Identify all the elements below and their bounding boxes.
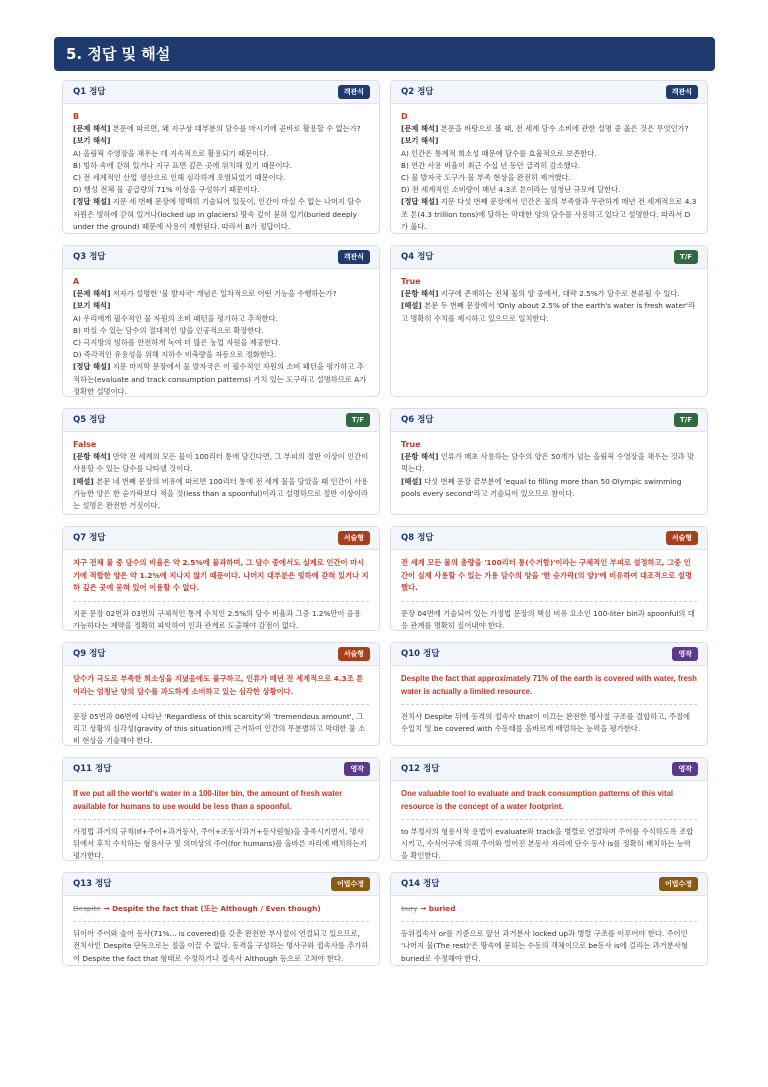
answer-card-q1 [62,80,380,234]
model-answer: 담수가 극도로 부족한 희소성을 지녔음에도 불구하고, 인류가 매년 전 세계적으로 4.3조 톤이라는 엄청난 양의 담수를 과도하게 소비하고 있는 심각한 상황이다. [73,674,364,696]
answer-label: True [401,277,421,286]
line-label: [문제 해석] [73,124,111,134]
answer-card-q9 [62,642,380,746]
text-line [401,123,697,135]
text-line [73,361,369,397]
text-line [401,476,697,500]
line-label: [정답 해설] [73,197,111,207]
divider [73,921,369,922]
explanation: 뒤이어 주어와 술어 동사(71%... is covered)를 갖춘 완전한 부사절이 연결되고 있으므로, 전치사인 Despite 단독으로는 절을 이끌 수 없다. 동격을 구성하는 명사구와 접속사를 추가하여 Despite the fact that 형태로 수정하거나 접속사 Although 등으로 고쳐야 한다. [73,929,369,963]
text-line: D) 즉각적인 유용성을 위해 지하수 비축량을 자동으로 정화한다. [73,350,277,360]
type-badge: 어법수정 [331,877,370,891]
answer-card-q3 [62,245,380,397]
text-line: B) 마실 수 있는 담수의 절대적인 양을 인공적으로 확장한다. [73,325,264,335]
line-text: 지문 세 번째 문장에 명백히 기술되어 있듯이, 인간이 마실 수 없는 나머지 담수 자원은 빙하에 갇혀 있거나(locked up in glaciers) 땅속 깊이 묻혀 있기(buried deeply under the ground) 때문에 사용이 제한된다. 따라서 B가 정답이다. [73,197,362,231]
card-header [63,758,379,781]
type-badge: 영작 [672,647,698,661]
type-badge: 영작 [672,762,698,776]
type-badge: 어법수정 [659,877,698,891]
card-title: Q12 정답 [401,764,440,774]
divider [73,704,369,705]
text-line [401,451,697,475]
text-line: A) 올림픽 수영장을 채우는 데 지속적으로 활용되기 때문이다. [73,148,269,158]
explanation: 문장 04번에 기술되어 있는 가정법 문장의 핵심 비유 요소인 100-liter bin과 spoonful의 대응 관계를 명확히 짚어내야 한다. [401,608,695,630]
card-title: Q1 정답 [73,87,106,97]
text-line: D) 전 세계적인 소비량이 매년 4.3조 톤이라는 엄청난 규모에 달한다. [401,185,621,195]
line-label: [해설] [401,476,422,486]
line-text: 다섯 번째 문장 끝부분에 'equal to filling more than 50 Olympic swimming pools every second'라고 기술되어 있으므로 참이다. [401,476,682,498]
answer-label: B [73,112,80,121]
card-title: Q9 정답 [73,649,106,659]
text-line [73,288,369,300]
text-line: C) 극지방의 빙하를 안전하게 녹여 더 많은 농업 자원을 제공한다. [73,338,281,348]
text-line [73,300,369,312]
text-line [73,476,369,513]
type-badge: T/F [346,413,370,427]
text-line: B) 빙하 속에 갇혀 있거나 지구 표면 깊은 곳에 위치해 있기 때문이다. [73,160,292,170]
card-title: Q4 정답 [401,252,434,262]
line-text: 지구에 존재하는 전체 물의 양 중에서, 대략 2.5%가 담수로 분류될 수 있다. [438,289,680,299]
card-header [391,873,707,896]
answer-card-q12 [390,757,708,861]
answer-card-q14 [390,872,708,966]
type-badge: 서술형 [666,531,698,545]
explanation: 등위접속사 or를 기준으로 앞선 과거분사 locked up과 병렬 구조를 이루어야 한다. 주어인 '나머지 물(The rest)'은 땅속에 묻히는 수동의 객체이므로 be동사 is에 걸리는 과거분사형 buried로 수정해야 한다. [401,929,688,963]
answer-label: D [401,112,408,121]
model-answer: Despite the fact that approximately 71% of the earth is covered with water, fresh water is actually a limited resource. [401,674,697,696]
line-text: 지문 다섯 번째 문장에서 인간은 물의 부족함과 무관하게 매년 전 세계적으로 4.3조 톤(4.3 trillion tons)에 달하는 막대한 양의 담수를 사용하고 있다고 설명한다. 따라서 D가 옳다. [401,197,697,231]
card-header [391,527,707,550]
text-line [73,135,369,147]
card-title: Q10 정답 [401,649,440,659]
answer-card-q8 [390,526,708,631]
card-header [391,246,707,269]
divider [401,819,697,820]
wrong-form: Despite [73,904,101,913]
text-line: C) 전 세계적인 산업 생산으로 인해 심각하게 오염되었기 때문이다. [73,173,286,183]
line-text: 저자가 설명한 '물 발자국' 개념은 일차적으로 어떤 기능을 수행하는가? [110,289,337,299]
card-title: Q14 정답 [401,879,440,889]
line-text: 본문 두 번째 문장에서 'Only about 2.5% of the earth's water is fresh water'라고 명확히 수치를 제시하고 있으므로 일치한다. [401,301,696,323]
line-label: [보기 해석] [73,301,111,311]
line-label: [해설] [401,301,422,311]
answer-card-q7 [62,526,380,631]
answer-card-q4 [390,245,708,397]
answer-card-q13 [62,872,380,966]
card-header [391,643,707,666]
text-line [401,135,697,147]
card-title: Q3 정답 [73,252,106,262]
line-label: [문항 해석] [73,452,111,462]
answer-card-q2 [390,80,708,234]
line-label: [문제 해석] [73,289,111,299]
answer-label: True [401,440,421,449]
type-badge: 서술형 [338,647,370,661]
type-badge: 영작 [344,762,370,776]
divider [401,601,697,602]
line-text: 지문 마지막 문장에서 물 발자국은 이 필수적인 자원의 소비 패턴을 평가하고 추적하는(evaluate and track consumption patterns) 가치 있는 도구라고 설명하므로 A가 정확한 설명이다. [73,362,367,396]
correct-form: Despite the fact that (또는 Although / Even though) [112,904,321,913]
card-title: Q13 정답 [73,879,112,889]
correct-form: buried [428,904,456,913]
text-line [401,288,697,300]
line-label: [정답 해설] [73,362,111,372]
line-label: [정답 해설] [401,197,439,207]
answer-label: False [73,440,97,449]
text-line: D) 행성 전체 물 공급량의 71% 이상을 구성하기 때문이다. [73,185,260,195]
type-badge: 서술형 [338,531,370,545]
answer-card-q11 [62,757,380,861]
text-line [73,123,369,135]
card-header [391,758,707,781]
answer-card-q10 [390,642,708,746]
page-title: 5. 정답 및 해설 [54,37,715,71]
card-header [63,527,379,550]
card-header [391,409,707,432]
card-header [63,409,379,432]
card-title: Q6 정답 [401,415,434,425]
text-line [401,300,697,324]
card-title: Q8 정답 [401,533,434,543]
answer-card-q5 [62,408,380,515]
text-line: B) 연간 사용 비율이 최근 수십 년 동안 급격히 감소했다. [401,160,581,170]
model-answer: One valuable tool to evaluate and track consumption patterns of this vital resource is the concept of a water footprint. [401,789,674,811]
card-title: Q2 정답 [401,87,434,97]
answer-card-q6 [390,408,708,515]
text-line [401,196,697,233]
line-label: [보기 해석] [73,136,111,146]
correction-line [401,903,697,919]
wrong-form: bury [401,904,418,913]
line-label: [문제 해석] [401,124,439,134]
line-label: [문항 해석] [401,452,439,462]
line-text: 본문 네 번째 문장의 비유에 따르면 100리터 통에 전 세계 물을 담았을 때 인간이 사용 가능한 양은 한 숟가락보다 적을 것(less than a spoonful)이라고 설명하므로 절반 이상이라는 설명은 완전한 거짓이다. [73,476,369,511]
line-text: 만약 전 세계의 모든 물이 100리터 통에 담긴다면, 그 부피의 절반 이상이 인간이 사용할 수 있는 담수를 나타낼 것이다. [73,452,369,474]
explanation: to 부정사의 형용사적 용법이 evaluate와 track을 병렬로 연결하며 주어를 수식하도록 조합시키고, 수식어구에 의해 주어와 멀어진 본동사 자리에 단수 동사 is를 정확히 배치하는 능력을 확인한다. [401,827,694,861]
explanation: 문장 05번과 06번에 나타난 'Regardless of this scarcity'와 'tremendous amount', 그리고 상황의 심각성(gravity of this situation)에 근거하여 인간의 무분별하고 막대한 물 소비 현상을 기술해야 한다. [73,712,366,746]
text-line [73,196,369,233]
text-line: A) 인간은 통계적 희소성 때문에 담수를 효율적으로 보존한다. [401,148,597,158]
model-answer: If we put all the world's water in a 100-liter bin, the amount of fresh water available for humans to use would be less than a spoonful. [73,789,343,811]
card-header [391,81,707,104]
divider [401,704,697,705]
type-badge: T/F [674,250,698,264]
explanation: 지문 문장 02번과 03번의 구체적인 통계 수치인 2.5%의 담수 비율과 그중 1.2%만이 음용 가능하다는 제약을 정확히 파악하여 인과 관계로 도출해야 감점이 없다. [73,608,361,630]
model-answer: 지구 전체 물 중 담수의 비율은 약 2.5%에 불과하며, 그 담수 중에서도 실제로 인간이 마시기에 적합한 양은 약 1.2%에 지나지 않기 때문이다. 나머지 대부분은 빙하에 갇혀 있거나 지하 깊은 곳에 묻혀 있어 이용할 수 없다. [73,558,369,592]
card-header [63,643,379,666]
type-badge: T/F [674,413,698,427]
arrow: → [100,904,113,913]
line-label: [보기 해석] [401,136,439,146]
text-line [73,451,369,475]
divider [73,601,369,602]
card-header [63,81,379,104]
text-line: A) 우리에게 필수적인 물 자원의 소비 패턴을 평가하고 추적한다. [73,313,278,323]
type-badge: 객관식 [338,85,370,99]
line-text: 인류가 매초 사용하는 담수의 양은 50개가 넘는 올림픽 수영장을 채우는 것과 맞먹는다. [401,452,695,474]
card-header [63,246,379,269]
answer-label: A [73,277,80,286]
line-text: 본문에 따르면, 왜 지구상 대부분의 담수를 마시기에 곧바로 활용할 수 없는가? [110,124,361,134]
card-title: Q5 정답 [73,415,106,425]
explanation: 전치사 Despite 뒤에 동격의 접속사 that이 이끄는 완전한 명사절 구조를 결합하고, 주절에 수일치 및 be covered with 수동태를 올바르게 배열하는 능력을 평가한다. [401,712,691,734]
card-title: Q7 정답 [73,533,106,543]
line-text: 본문을 바탕으로 볼 때, 전 세계 담수 소비에 관한 설명 중 옳은 것은 무엇인가? [438,124,689,134]
card-title: Q11 정답 [73,764,112,774]
card-header [63,873,379,896]
type-badge: 객관식 [666,85,698,99]
line-label: [문항 해석] [401,289,439,299]
divider [401,921,697,922]
arrow: → [417,904,429,913]
divider [73,819,369,820]
explanation: 가정법 과거의 규칙(If+주어+과거동사, 주어+조동사과거+동사원형)을 충족시키면서, 명사 뒤에서 후치 수식하는 형용사구 및 의미상의 주어(for humans)를 올바른 자리에 배치하는지 평가한다. [73,827,367,861]
correction-line [73,903,369,919]
text-line: C) 물 발자국 도구가 물 부족 현상을 완전히 제거했다. [401,173,571,183]
type-badge: 객관식 [338,250,370,264]
line-label: [해설] [73,476,94,486]
model-answer: 전 세계 모든 물의 총량을 '100리터 통(수거함)'이라는 구체적인 부피로 설정하고, 그중 인간이 실제 사용할 수 있는 가용 담수의 양을 '한 숟가락(의 양)'에 비유하여 대조적으로 설명했다. [401,558,692,592]
